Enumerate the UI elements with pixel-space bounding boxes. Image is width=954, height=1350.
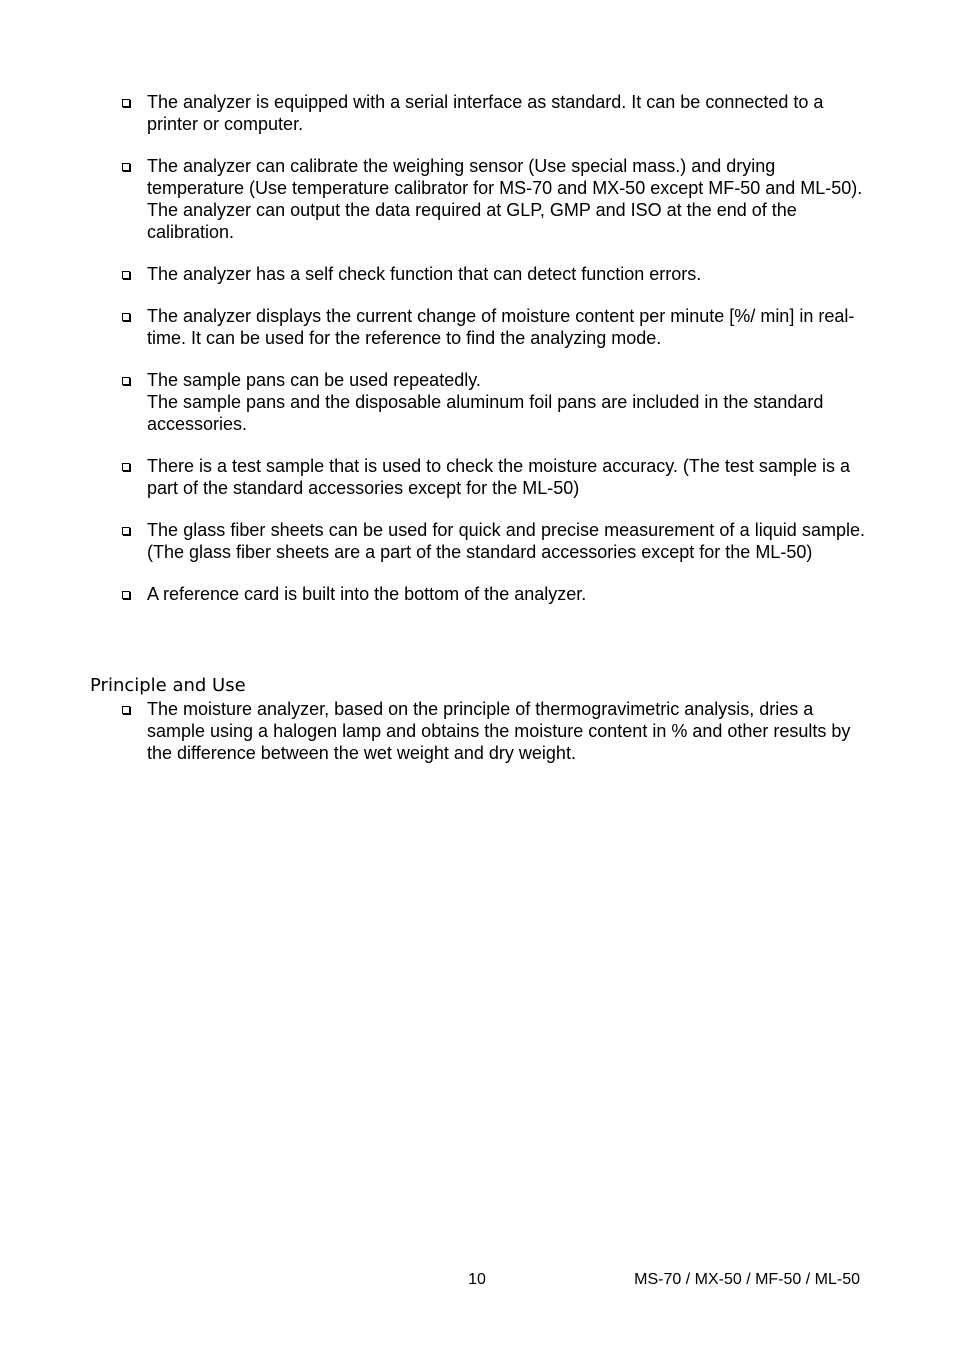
list-item	[120, 263, 865, 285]
list-item	[120, 91, 865, 135]
principle-list	[120, 698, 865, 784]
principle-text: The moisture analyzer, based on the principle of thermogravimetric analysis, dries a sample using a halogen lamp and obtains the moisture content in % and other results by the difference between the wet weight and dry weight.	[147, 699, 851, 763]
list-item	[120, 155, 865, 243]
list-item	[120, 305, 865, 349]
feature-text: The sample pans can be used repeatedly.	[147, 370, 481, 390]
list-item	[120, 455, 865, 499]
list-item	[120, 583, 865, 605]
square-bullet-icon	[122, 271, 130, 279]
feature-text: The analyzer has a self check function that can detect function errors.	[147, 264, 702, 284]
list-item	[120, 698, 865, 764]
feature-text: The analyzer is equipped with a serial interface as standard. It can be connected to a printer or computer.	[147, 92, 824, 134]
feature-text: The glass fiber sheets can be used for quick and precise measurement of a liquid sample. (The glass fiber sheets are a part of the standard accessories except for the ML-50)	[147, 520, 865, 562]
feature-list	[120, 91, 865, 625]
square-bullet-icon	[122, 591, 130, 599]
square-bullet-icon	[122, 313, 130, 321]
square-bullet-icon	[122, 706, 130, 714]
square-bullet-icon	[122, 99, 130, 107]
footer-model-names: MS-70 / MX-50 / MF-50 / ML-50	[634, 1271, 860, 1288]
feature-text-continued: The sample pans and the disposable aluminum foil pans are included in the standard accessories.	[147, 392, 824, 434]
feature-text: The analyzer displays the current change of moisture content per minute [%/ min] in real-time. It can be used for the reference to find the analyzing mode.	[147, 306, 855, 348]
square-bullet-icon	[122, 377, 130, 385]
list-item	[120, 519, 865, 563]
square-bullet-icon	[122, 527, 130, 535]
list-item	[120, 369, 865, 435]
feature-text: The analyzer can calibrate the weighing sensor (Use special mass.) and drying temperature (Use temperature calibrator for MS-70 and MX-50 except MF-50 and ML-50). The analyzer can output the data required at GLP, GMP and ISO at the end of the calibration.	[147, 156, 863, 242]
section-heading-principle: Principle and Use	[90, 675, 246, 696]
feature-text: A reference card is built into the bottom of the analyzer.	[147, 584, 587, 604]
feature-text: There is a test sample that is used to check the moisture accuracy. (The test sample is a part of the standard accessories except for the ML-50)	[147, 456, 850, 498]
square-bullet-icon	[122, 463, 130, 471]
page-number: 10	[468, 1271, 486, 1288]
square-bullet-icon	[122, 163, 130, 171]
